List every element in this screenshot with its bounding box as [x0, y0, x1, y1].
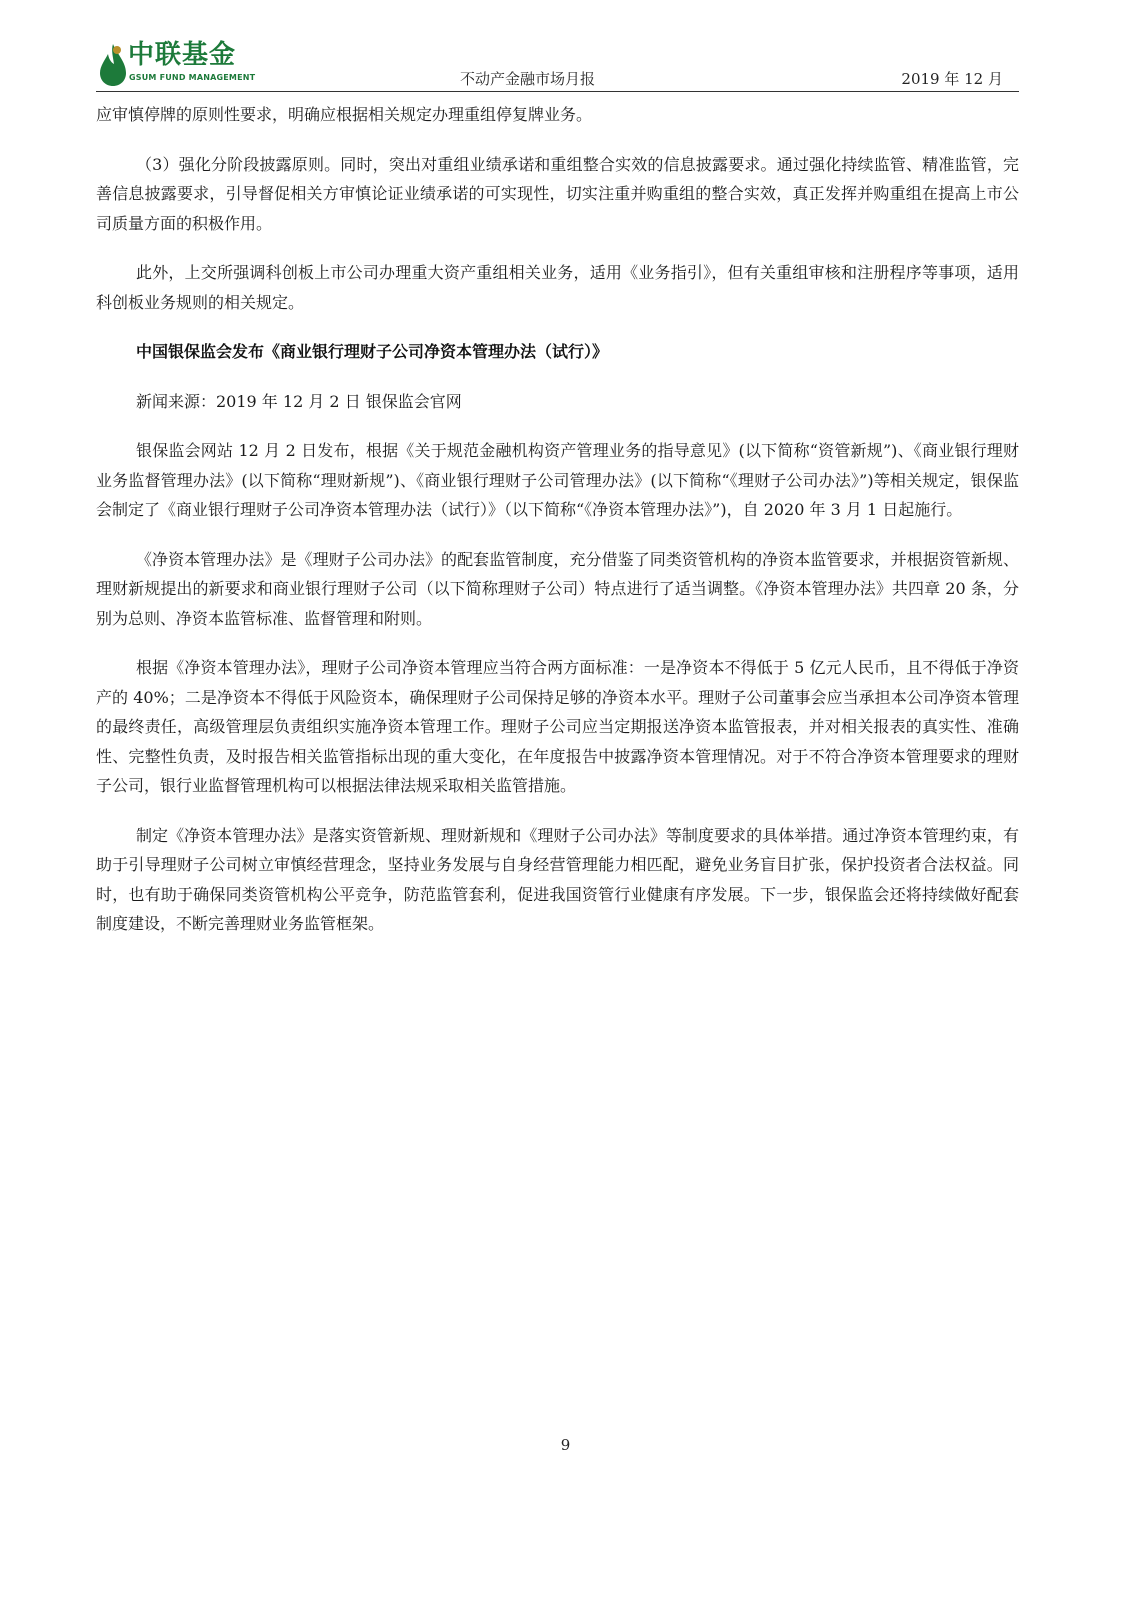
page-number: 9 — [560, 1436, 571, 1454]
section-title: 中国银保监会发布《商业银行理财子公司净资本管理办法（试行）》 — [136, 342, 609, 361]
paragraph-3: 根据《净资本管理办法》，理财子公司净资本管理应当符合两方面标准：一是净资本不得低于 5 亿元人民币，且不得低于净资产的 40%；二是净资本不得低于风险资本，确保理财子公司保持足够的净资本水平。理财子公司董事会应当承担本公司净资本管理的最终责任，高级管理层负责组织实施净资本管理工作。理财子公司应当定期报送净资本监管报表，并对相关报表的真实性、准确性、完整性负责，及时报告相关监管指标出现的重大变化，在年度报告中披露净资本管理情况。对于不符合净资本管理要求的理财子公司，银行业监督管理机构可以根据法律法规采取相关监管措施。 — [96, 658, 1019, 795]
logo-chinese-name: 中联基金 — [128, 40, 237, 70]
company-logo — [96, 40, 256, 90]
paragraph-item-3: （3）强化分阶段披露原则。同时，突出对重组业绩承诺和重组整合实效的信息披露要求。通过强化持续监管、精准监管，完善信息披露要求，引导督促相关方审慎论证业绩承诺的可实现性，切实注重并购重组的整合实效，真正发挥并购重组在提高上市公司质量方面的积极作用。 — [96, 154, 1019, 233]
news-source-line: 新闻来源：2019 年 12 月 2 日 银保监会官网 — [136, 391, 462, 411]
paragraph-4: 制定《净资本管理办法》是落实资管新规、理财新规和《理财子公司办法》等制度要求的具体举措。通过净资本管理约束，有助于引导理财子公司树立审慎经营理念，坚持业务发展与自身经营管理能力相匹配，避免业务盲目扩张，保护投资者合法权益。同时，也有助于确保同类资管机构公平竞争，防范监管套利，促进我国资管行业健康有序发展。下一步，银保监会还将持续做好配套制度建设，不断完善理财业务监管框架。 — [96, 825, 1019, 933]
report-date: 2019 年 12 月 — [901, 70, 1003, 88]
page-header — [96, 40, 1031, 92]
paragraph-1: 银保监会网站 12 月 2 日发布，根据《关于规范金融机构资产管理业务的指导意见》(以下简称“资管新规”)、《商业银行理财业务监督管理办法》(以下简称“理财新规”)、《商业银行理财子公司管理办法》(以下简称“《理财子公司办法》”)等相关规定，银保监会制定了《商业银行理财子公司净资本管理办法（试行）》（以下简称“《净资本管理办法》”)，自 2020 年 3 月 1 日起施行。 — [96, 441, 1019, 519]
logo-flame-icon — [96, 42, 130, 88]
paragraph-continuation: 应审慎停牌的原则性要求，明确应根据相关规定办理重组停复牌业务。 — [96, 105, 593, 124]
main-content — [96, 100, 1019, 959]
paragraph-2: 《净资本管理办法》是《理财子公司办法》的配套监管制度，充分借鉴了同类资管机构的净资本监管要求，并根据资管新规、理财新规提出的新要求和商业银行理财子公司（以下简称理财子公司）特点进行了适当调整。《净资本管理办法》共四章 20 条，分别为总则、净资本监管标准、监督管理和附则。 — [96, 549, 1019, 628]
logo-english-name: GSUM FUND MANAGEMENT — [129, 73, 256, 82]
paragraph-additionally: 此外，上交所强调科创板上市公司办理重大资产重组相关业务，适用《业务指引》，但有关重组审核和注册程序等事项，适用科创板业务规则的相关规定。 — [96, 263, 1019, 312]
report-title: 不动产金融市场月报 — [460, 70, 596, 88]
header-divider — [96, 91, 1019, 92]
